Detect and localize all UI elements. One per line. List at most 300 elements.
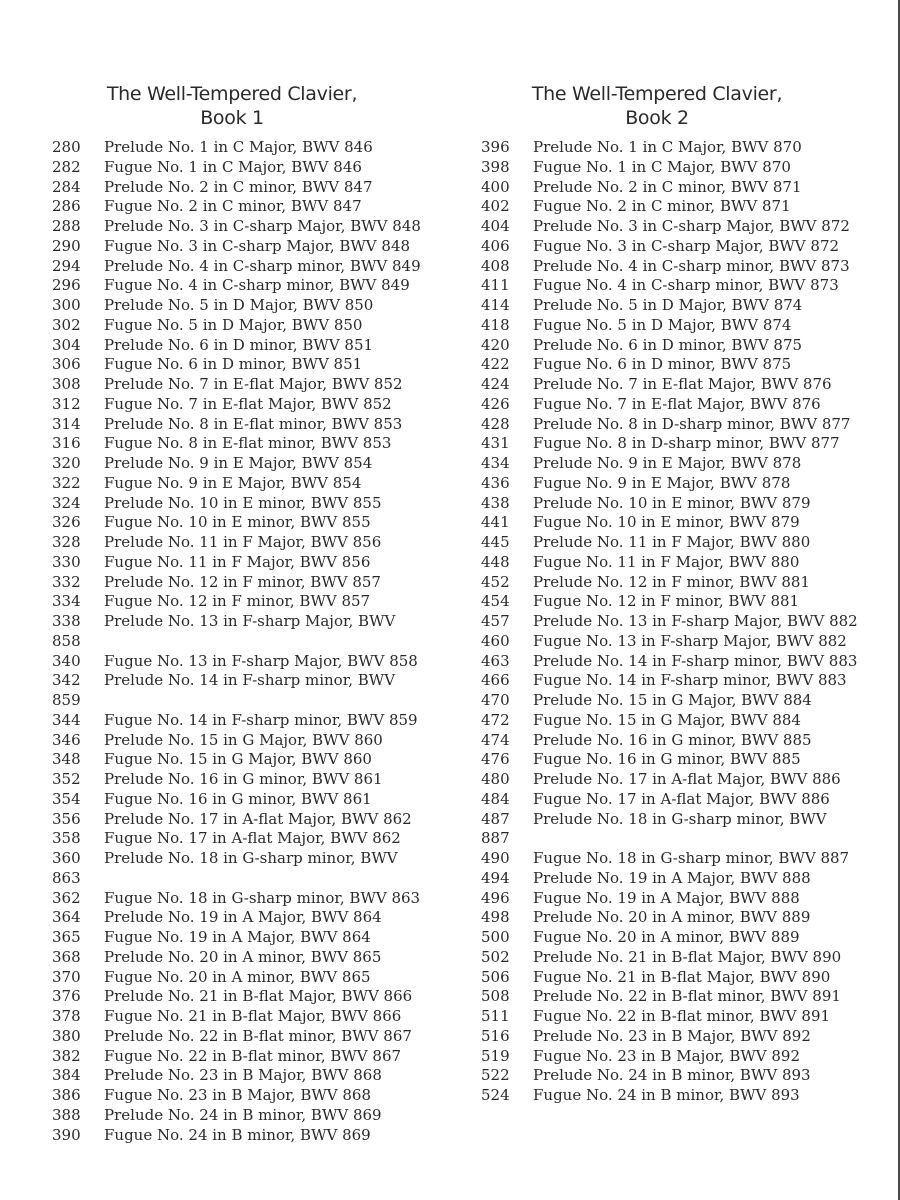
list-item — [481, 434, 891, 454]
piece-title: Prelude No. 9 in E Major, BWV 878 — [533, 454, 802, 472]
page-number: 368 — [52, 947, 81, 966]
list-item — [52, 948, 452, 968]
list-item — [481, 671, 891, 691]
page-number: 511 — [481, 1007, 510, 1025]
page-number: 448 — [481, 552, 510, 571]
page-number: 480 — [481, 770, 510, 788]
list-item — [52, 513, 452, 533]
list-item — [52, 750, 452, 770]
piece-title: Fugue No. 14 in F-sharp minor, BWV 883 — [533, 671, 847, 690]
list-item — [481, 395, 891, 415]
piece-title: Prelude No. 17 in A-flat Major, BWV 862 — [104, 809, 412, 828]
page-number: 494 — [481, 868, 510, 887]
piece-title: Fugue No. 21 in B-flat Major, BWV 866 — [104, 1007, 402, 1025]
piece-title: Fugue No. 8 in E-flat minor, BWV 853 — [104, 434, 392, 453]
list-item — [52, 573, 452, 593]
page-number: 414 — [481, 296, 510, 314]
list-item — [481, 869, 891, 889]
page-number: 302 — [52, 315, 81, 334]
page-number: 352 — [52, 770, 81, 788]
page-number: 300 — [52, 296, 81, 314]
piece-title: Fugue No. 17 in A-flat Major, BWV 862 — [104, 829, 401, 848]
list-item — [52, 257, 452, 277]
page-number: 294 — [52, 256, 81, 275]
list-item — [481, 849, 891, 869]
page-number: 330 — [52, 552, 81, 571]
list-item — [52, 711, 452, 731]
list-item — [52, 454, 452, 474]
page-number: 324 — [52, 493, 81, 512]
list-item — [52, 434, 452, 454]
page-number: 463 — [481, 651, 510, 670]
page-number: 364 — [52, 908, 81, 927]
piece-title: Prelude No. 22 in B-flat minor, BWV 867 — [104, 1026, 412, 1045]
piece-title: Fugue No. 12 in F minor, BWV 857 — [104, 592, 371, 611]
page-number: 418 — [481, 315, 510, 334]
list-item — [52, 138, 452, 158]
piece-title: Prelude No. 21 in B-flat Major, BWV 890 — [533, 947, 842, 966]
piece-title: Prelude No. 20 in A minor, BWV 889 — [533, 908, 811, 927]
piece-title: Fugue No. 12 in F minor, BWV 881 — [533, 592, 800, 611]
piece-title: Fugue No. 11 in F Major, BWV 880 — [533, 552, 800, 571]
piece-title: Prelude No. 12 in F minor, BWV 857 — [104, 572, 381, 591]
page-number: 312 — [52, 394, 81, 413]
piece-title: Prelude No. 15 in G Major, BWV 860 — [104, 730, 383, 749]
list-item — [52, 731, 452, 751]
list-item — [481, 316, 891, 336]
page-number: 288 — [52, 217, 81, 235]
list-item — [481, 731, 891, 751]
piece-title: Fugue No. 19 in A Major, BWV 864 — [104, 928, 371, 946]
list-item — [481, 810, 891, 850]
piece-title: Prelude No. 7 in E-flat Major, BWV 852 — [104, 375, 403, 393]
page-number: 422 — [481, 355, 510, 374]
page-number: 280 — [52, 138, 81, 156]
book2-entry-list — [481, 138, 891, 1106]
page-number: 334 — [52, 592, 81, 611]
page-number: 424 — [481, 375, 510, 393]
page-number: 286 — [52, 197, 81, 216]
list-item — [52, 849, 452, 889]
list-item — [52, 494, 452, 514]
piece-title: Fugue No. 14 in F-sharp minor, BWV 859 — [104, 710, 418, 729]
piece-title: Fugue No. 18 in G-sharp minor, BWV 887 — [533, 849, 850, 867]
page-number: 378 — [52, 1007, 81, 1025]
page-number: 474 — [481, 730, 510, 749]
list-item — [481, 533, 891, 553]
piece-title: Prelude No. 6 in D minor, BWV 875 — [533, 335, 803, 354]
page-number: 457 — [481, 612, 510, 630]
book2-title-line2: Book 2 — [625, 107, 689, 129]
list-item — [52, 533, 452, 553]
page-number: 390 — [52, 1125, 81, 1144]
page-number: 296 — [52, 276, 81, 295]
list-item — [481, 1007, 891, 1027]
list-item — [481, 553, 891, 573]
list-item — [481, 928, 891, 948]
piece-title: Fugue No. 10 in E minor, BWV 855 — [104, 513, 371, 532]
page-number: 308 — [52, 375, 81, 393]
list-item — [52, 1027, 452, 1047]
page-number: 484 — [481, 789, 510, 808]
page-number: 498 — [481, 908, 510, 927]
page-number: 445 — [481, 533, 510, 551]
piece-title: Prelude No. 3 in C-sharp Major, BWV 872 — [533, 217, 850, 235]
piece-title: Prelude No. 11 in F Major, BWV 880 — [533, 533, 811, 551]
page-number: 431 — [481, 434, 510, 453]
page-number: 411 — [481, 276, 510, 295]
piece-title: Fugue No. 5 in D Major, BWV 850 — [104, 315, 363, 334]
page-number: 428 — [481, 414, 510, 433]
list-item — [481, 612, 891, 632]
piece-title: Fugue No. 20 in A minor, BWV 889 — [533, 928, 800, 946]
book2-title — [481, 82, 833, 130]
piece-title: Prelude No. 7 in E-flat Major, BWV 876 — [533, 375, 832, 393]
list-item — [481, 276, 891, 296]
list-item — [52, 1086, 452, 1106]
piece-title: Fugue No. 22 in B-flat minor, BWV 867 — [104, 1046, 402, 1065]
list-item — [52, 336, 452, 356]
list-item — [481, 474, 891, 494]
list-item — [481, 750, 891, 770]
piece-title: Fugue No. 13 in F-sharp Major, BWV 858 — [104, 651, 418, 670]
piece-title: Fugue No. 5 in D Major, BWV 874 — [533, 315, 792, 334]
piece-title: Fugue No. 23 in B Major, BWV 892 — [533, 1046, 800, 1065]
piece-title: Fugue No. 2 in C minor, BWV 847 — [104, 197, 362, 216]
list-item — [481, 158, 891, 178]
page-number: 342 — [52, 671, 81, 690]
list-item — [52, 968, 452, 988]
piece-title: Fugue No. 15 in G Major, BWV 860 — [104, 750, 372, 769]
piece-title: Fugue No. 1 in C Major, BWV 870 — [533, 157, 791, 176]
page-number: 388 — [52, 1105, 81, 1124]
page-number: 290 — [52, 236, 81, 255]
piece-title: Prelude No. 24 in B minor, BWV 869 — [104, 1105, 382, 1124]
list-item — [481, 178, 891, 198]
page-number: 304 — [52, 335, 81, 354]
list-item — [481, 652, 891, 672]
list-item — [52, 415, 452, 435]
page-number: 386 — [52, 1086, 81, 1104]
page-number: 340 — [52, 651, 81, 670]
piece-title: Prelude No. 5 in D Major, BWV 874 — [533, 296, 803, 314]
page-number: 314 — [52, 414, 81, 433]
piece-title: Prelude No. 8 in D-sharp minor, BWV 877 — [533, 414, 851, 433]
page-number: 420 — [481, 335, 510, 354]
page-number: 426 — [481, 394, 510, 413]
page-number: 328 — [52, 533, 81, 551]
list-item — [52, 1047, 452, 1067]
list-item — [481, 1027, 891, 1047]
page-number: 348 — [52, 750, 81, 769]
list-item — [481, 197, 891, 217]
list-item — [481, 257, 891, 277]
list-item — [52, 592, 452, 612]
book1-column — [52, 82, 452, 1145]
page-number: 502 — [481, 947, 510, 966]
piece-title-continuation: 858 — [52, 631, 81, 650]
list-item — [52, 276, 452, 296]
piece-title: Fugue No. 7 in E-flat Major, BWV 852 — [104, 394, 392, 413]
piece-title: Fugue No. 17 in A-flat Major, BWV 886 — [533, 789, 830, 808]
piece-title: Fugue No. 16 in G minor, BWV 861 — [104, 789, 372, 808]
piece-title: Prelude No. 8 in E-flat minor, BWV 853 — [104, 414, 403, 433]
list-item — [52, 1126, 452, 1146]
piece-title: Prelude No. 11 in F Major, BWV 856 — [104, 533, 382, 551]
list-item — [481, 454, 891, 474]
page-number: 326 — [52, 513, 81, 532]
piece-title: Fugue No. 7 in E-flat Major, BWV 876 — [533, 394, 821, 413]
list-item — [52, 158, 452, 178]
list-item — [52, 553, 452, 573]
book1-entry-list — [52, 138, 452, 1145]
page-number: 316 — [52, 434, 81, 453]
list-item — [481, 770, 891, 790]
piece-title: Fugue No. 4 in C-sharp minor, BWV 873 — [533, 276, 839, 295]
page-number: 472 — [481, 710, 510, 729]
piece-title: Fugue No. 6 in D minor, BWV 851 — [104, 355, 363, 374]
page-number: 344 — [52, 710, 81, 729]
page-number: 408 — [481, 256, 510, 275]
page-number: 356 — [52, 809, 81, 828]
list-item — [52, 908, 452, 928]
list-item — [481, 494, 891, 514]
piece-title: Fugue No. 6 in D minor, BWV 875 — [533, 355, 792, 374]
page-number: 406 — [481, 236, 510, 255]
list-item — [52, 316, 452, 336]
list-item — [52, 810, 452, 830]
list-item — [481, 513, 891, 533]
piece-title: Prelude No. 24 in B minor, BWV 893 — [533, 1066, 811, 1085]
list-item — [52, 1106, 452, 1126]
piece-title: Prelude No. 10 in E minor, BWV 855 — [104, 493, 382, 512]
piece-title: Fugue No. 18 in G-sharp minor, BWV 863 — [104, 888, 421, 907]
list-item — [481, 592, 891, 612]
piece-title: Fugue No. 2 in C minor, BWV 871 — [533, 197, 791, 216]
piece-title: Fugue No. 10 in E minor, BWV 879 — [533, 513, 800, 532]
list-item — [481, 948, 891, 968]
piece-title: Prelude No. 3 in C-sharp Major, BWV 848 — [104, 217, 421, 235]
page-number: 362 — [52, 888, 81, 907]
page-number: 436 — [481, 473, 510, 492]
piece-title: Prelude No. 14 in F-sharp minor, BWV — [104, 671, 396, 690]
list-item — [52, 1007, 452, 1027]
list-item — [481, 1047, 891, 1067]
page-number: 519 — [481, 1046, 510, 1065]
list-item — [481, 296, 891, 316]
list-item — [52, 355, 452, 375]
book1-title-line1: The Well-Tempered Clavier, — [106, 83, 358, 105]
piece-title: Prelude No. 16 in G minor, BWV 885 — [533, 730, 812, 749]
list-item — [481, 691, 891, 711]
list-item — [52, 889, 452, 909]
list-item — [52, 829, 452, 849]
page-number: 398 — [481, 157, 510, 176]
page-number: 354 — [52, 789, 81, 808]
list-item — [481, 889, 891, 909]
piece-title: Fugue No. 3 in C-sharp Major, BWV 848 — [104, 236, 411, 255]
piece-title: Fugue No. 8 in D-sharp minor, BWV 877 — [533, 434, 840, 453]
piece-title: Prelude No. 4 in C-sharp minor, BWV 849 — [104, 256, 421, 275]
book2-title-line1: The Well-Tempered Clavier, — [531, 83, 783, 105]
list-item — [52, 671, 452, 711]
piece-title: Prelude No. 13 in F-sharp Major, BWV — [104, 612, 396, 630]
piece-title: Prelude No. 14 in F-sharp minor, BWV 883 — [533, 651, 858, 670]
piece-title: Fugue No. 1 in C Major, BWV 846 — [104, 157, 362, 176]
piece-title: Prelude No. 21 in B-flat Major, BWV 866 — [104, 987, 413, 1006]
list-item — [52, 296, 452, 316]
list-item — [481, 968, 891, 988]
piece-title: Fugue No. 23 in B Major, BWV 868 — [104, 1086, 371, 1104]
piece-title: Fugue No. 24 in B minor, BWV 869 — [104, 1125, 371, 1144]
piece-title: Fugue No. 15 in G Major, BWV 884 — [533, 710, 801, 729]
page-number: 346 — [52, 730, 81, 749]
page-number: 320 — [52, 454, 81, 472]
list-item — [52, 197, 452, 217]
list-item — [52, 612, 452, 652]
piece-title: Prelude No. 15 in G Major, BWV 884 — [533, 691, 812, 709]
piece-title-continuation: 887 — [481, 829, 510, 848]
page-number: 496 — [481, 888, 510, 907]
piece-title-continuation: 863 — [52, 868, 81, 887]
page-number: 376 — [52, 987, 81, 1006]
piece-title: Prelude No. 1 in C Major, BWV 870 — [533, 138, 802, 156]
list-item — [481, 355, 891, 375]
piece-title: Fugue No. 16 in G minor, BWV 885 — [533, 750, 801, 769]
piece-title: Fugue No. 22 in B-flat minor, BWV 891 — [533, 1007, 831, 1025]
list-item — [481, 336, 891, 356]
piece-title: Prelude No. 5 in D Major, BWV 850 — [104, 296, 374, 314]
page-number: 487 — [481, 809, 510, 828]
page-number: 516 — [481, 1026, 510, 1045]
piece-title: Fugue No. 19 in A Major, BWV 888 — [533, 888, 800, 907]
piece-title: Prelude No. 17 in A-flat Major, BWV 886 — [533, 770, 841, 788]
list-item — [52, 928, 452, 948]
piece-title: Fugue No. 24 in B minor, BWV 893 — [533, 1086, 800, 1104]
list-item — [481, 573, 891, 593]
list-item — [52, 790, 452, 810]
piece-title: Prelude No. 2 in C minor, BWV 871 — [533, 177, 802, 196]
piece-title: Prelude No. 4 in C-sharp minor, BWV 873 — [533, 256, 850, 275]
piece-title: Fugue No. 9 in E Major, BWV 878 — [533, 473, 791, 492]
piece-title: Prelude No. 12 in F minor, BWV 881 — [533, 572, 810, 591]
piece-title: Prelude No. 13 in F-sharp Major, BWV 882 — [533, 612, 858, 630]
page-number: 508 — [481, 987, 510, 1006]
list-item — [52, 1066, 452, 1086]
list-item — [481, 987, 891, 1007]
piece-title-continuation: 859 — [52, 691, 81, 709]
page-number: 466 — [481, 671, 510, 690]
list-item — [52, 652, 452, 672]
list-item — [481, 908, 891, 928]
page-number: 452 — [481, 572, 510, 591]
piece-title: Prelude No. 6 in D minor, BWV 851 — [104, 335, 374, 354]
piece-title: Prelude No. 20 in A minor, BWV 865 — [104, 947, 382, 966]
piece-title: Prelude No. 23 in B Major, BWV 892 — [533, 1026, 811, 1045]
piece-title: Fugue No. 13 in F-sharp Major, BWV 882 — [533, 631, 847, 650]
list-item — [481, 1086, 891, 1106]
page-number: 490 — [481, 849, 510, 867]
page-number: 434 — [481, 454, 510, 472]
list-item — [481, 375, 891, 395]
page-number: 332 — [52, 572, 81, 591]
piece-title: Prelude No. 2 in C minor, BWV 847 — [104, 177, 373, 196]
page-number: 284 — [52, 177, 81, 196]
page-number: 282 — [52, 157, 81, 176]
page-number: 358 — [52, 829, 81, 848]
piece-title: Prelude No. 23 in B Major, BWV 868 — [104, 1066, 382, 1085]
page-number: 338 — [52, 612, 81, 630]
page-number: 500 — [481, 928, 510, 946]
page-number: 454 — [481, 592, 510, 611]
page-number: 400 — [481, 177, 510, 196]
page-number: 396 — [481, 138, 510, 156]
list-item — [52, 178, 452, 198]
page-number: 460 — [481, 631, 510, 650]
piece-title: Prelude No. 18 in G-sharp minor, BWV — [533, 809, 827, 828]
page-number: 384 — [52, 1066, 81, 1085]
piece-title: Fugue No. 3 in C-sharp Major, BWV 872 — [533, 236, 840, 255]
list-item — [481, 632, 891, 652]
piece-title: Prelude No. 10 in E minor, BWV 879 — [533, 493, 811, 512]
page-number: 382 — [52, 1046, 81, 1065]
piece-title: Fugue No. 4 in C-sharp minor, BWV 849 — [104, 276, 410, 295]
page-number: 402 — [481, 197, 510, 216]
list-item — [481, 415, 891, 435]
page-number: 306 — [52, 355, 81, 374]
book1-title — [52, 82, 412, 130]
list-item — [52, 987, 452, 1007]
list-item — [52, 375, 452, 395]
page-number: 506 — [481, 967, 510, 986]
page-number: 404 — [481, 217, 510, 235]
list-item — [481, 217, 891, 237]
piece-title: Fugue No. 9 in E Major, BWV 854 — [104, 473, 362, 492]
list-item — [481, 790, 891, 810]
list-item — [481, 138, 891, 158]
page-number: 370 — [52, 967, 81, 986]
page-number: 360 — [52, 849, 81, 867]
book2-column — [481, 82, 891, 1106]
list-item — [52, 474, 452, 494]
page-number: 380 — [52, 1026, 81, 1045]
piece-title: Fugue No. 11 in F Major, BWV 856 — [104, 552, 371, 571]
piece-title: Prelude No. 16 in G minor, BWV 861 — [104, 770, 383, 788]
list-item — [481, 711, 891, 731]
book1-title-line2: Book 1 — [200, 107, 264, 129]
piece-title: Prelude No. 22 in B-flat minor, BWV 891 — [533, 987, 841, 1006]
piece-title: Prelude No. 19 in A Major, BWV 888 — [533, 868, 811, 887]
list-item — [52, 217, 452, 237]
page-number: 322 — [52, 473, 81, 492]
piece-title: Prelude No. 1 in C Major, BWV 846 — [104, 138, 373, 156]
piece-title: Prelude No. 18 in G-sharp minor, BWV — [104, 849, 398, 867]
list-item — [52, 770, 452, 790]
list-item — [52, 395, 452, 415]
page-number: 470 — [481, 691, 510, 709]
list-item — [481, 237, 891, 257]
piece-title: Prelude No. 19 in A Major, BWV 864 — [104, 908, 382, 927]
page-number: 522 — [481, 1066, 510, 1085]
page-number: 524 — [481, 1086, 510, 1104]
page-number: 476 — [481, 750, 510, 769]
page-number: 441 — [481, 513, 510, 532]
list-item — [52, 237, 452, 257]
piece-title: Prelude No. 9 in E Major, BWV 854 — [104, 454, 373, 472]
piece-title: Fugue No. 20 in A minor, BWV 865 — [104, 967, 371, 986]
list-item — [481, 1066, 891, 1086]
page-number: 438 — [481, 493, 510, 512]
